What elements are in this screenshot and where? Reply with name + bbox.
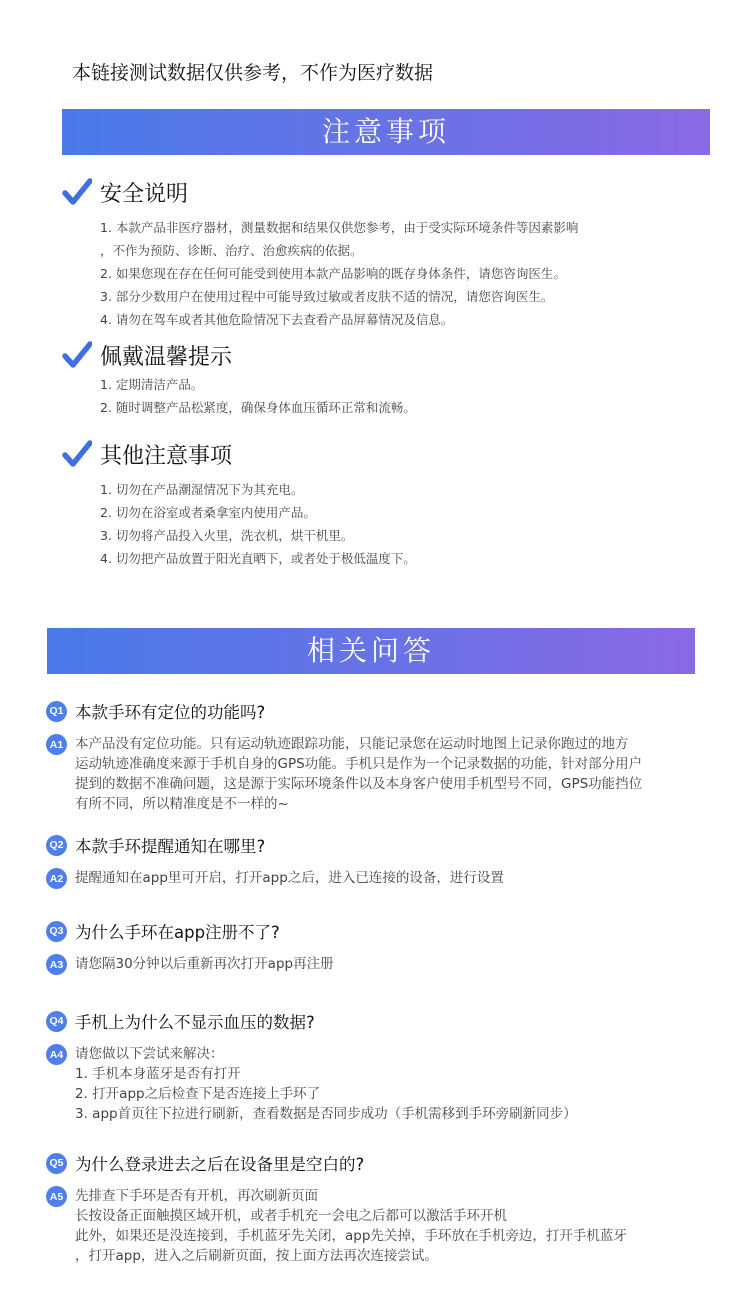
answer-row: [46, 1044, 736, 1124]
faq-item: [46, 918, 736, 975]
checkmark-icon: [62, 439, 92, 469]
disclaimer-text: 本链接测试数据仅供参考，不作为医疗数据: [72, 62, 434, 84]
question-row: [46, 918, 736, 944]
section-line: 3. 部分少数用户在使用过程中可能导致过敏或者皮肤不适的情况，请您咨询医生。: [100, 289, 554, 304]
section-line: 4. 请勿在驾车或者其他危险情况下去查看产品屏幕情况及信息。: [100, 312, 454, 327]
question-text: 本款手环有定位的功能吗?: [75, 703, 266, 722]
section-line: 4. 切勿把产品放置于阳光直晒下，或者处于极低温度下。: [100, 551, 416, 566]
section-body-safety: [100, 216, 578, 331]
section-line: 3. 切勿将产品投入火里，洗衣机，烘干机里。: [100, 528, 354, 543]
answer-line: 请您做以下尝试来解决：: [75, 1046, 224, 1062]
answer-line: 1. 手机本身蓝牙是否有打开: [75, 1066, 241, 1082]
faq-item: [46, 1150, 736, 1266]
faq-item: [46, 698, 736, 814]
faq-item: [46, 1008, 736, 1124]
question-badge: Q5: [46, 1153, 67, 1174]
question-badge: Q3: [46, 921, 67, 942]
answer-row: [46, 954, 736, 975]
section-header-other: [62, 436, 232, 472]
section-title: 安全说明: [100, 181, 189, 207]
section-line: 2. 随时调整产品松紧度，确保身体血压循环正常和流畅。: [100, 400, 416, 415]
section-line: 2. 如果您现在存在任何可能受到使用本款产品影响的既存身体条件，请您咨询医生。: [100, 266, 566, 281]
answer-row: [46, 868, 736, 889]
faq-banner: 相关问答: [47, 628, 695, 674]
answer-line: 长按设备正面触摸区域开机，或者手机充一会电之后都可以激活手环开机: [75, 1208, 507, 1224]
answer-badge: A4: [46, 1044, 67, 1065]
section-body-wearing: [100, 373, 416, 419]
section-header-safety: [62, 174, 188, 210]
answer-line: 提醒通知在app里可开启，打开app之后，进入已连接的设备，进行设置: [75, 870, 504, 886]
question-row: [46, 698, 736, 724]
answer-badge: A1: [46, 734, 67, 755]
section-line: 2. 切勿在浴室或者桑拿室内使用产品。: [100, 505, 316, 520]
question-badge: Q1: [46, 701, 67, 722]
section-header-wearing: [62, 337, 232, 373]
question-row: [46, 1008, 736, 1034]
question-text: 为什么登录进去之后在设备里是空白的?: [75, 1155, 365, 1174]
section-line: 1. 定期清洁产品。: [100, 377, 204, 392]
question-row: [46, 832, 736, 858]
notice-banner: 注意事项: [62, 109, 710, 155]
section-body-other: [100, 478, 416, 570]
section-title: 佩戴温馨提示: [100, 344, 233, 370]
question-badge: Q4: [46, 1011, 67, 1032]
faq-item: [46, 832, 736, 889]
answer-badge: A2: [46, 868, 67, 889]
answer-row: [46, 734, 736, 814]
question-text: 本款手环提醒通知在哪里?: [75, 837, 266, 856]
answer-badge: A3: [46, 954, 67, 975]
section-line: 1. 切勿在产品潮湿情况下为其充电。: [100, 482, 304, 497]
answer-badge: A5: [46, 1186, 67, 1207]
checkmark-icon: [62, 177, 92, 207]
section-line: 1. 本款产品非医疗器材，测量数据和结果仅供您参考，由于受实际环境条件等因素影响: [100, 220, 579, 235]
question-row: [46, 1150, 736, 1176]
answer-line: 运动轨迹准确度来源于手机自身的GPS功能。手机只是作为一个记录数据的功能，针对部分用户: [75, 756, 643, 772]
answer-line: 3. app首页往下拉进行刷新，查看数据是否同步成功（手机需移到手环旁刷新同步）: [75, 1106, 577, 1122]
answer-line: 此外，如果还是没连接到，手机蓝牙先关闭，app先关掉，手环放在手机旁边，打开手机蓝牙: [75, 1228, 627, 1244]
answer-line: 有所不同，所以精准度是不一样的~: [75, 796, 289, 812]
answer-line: 本产品没有定位功能。只有运动轨迹跟踪功能，只能记录您在运动时地图上记录你跑过的地方: [75, 736, 629, 752]
answer-line: 提到的数据不准确问题，这是源于实际环境条件以及本身客户使用手机型号不同，GPS功能挡位: [75, 776, 643, 792]
section-line: ，不作为预防、诊断、治疗、治愈疾病的依据。: [100, 243, 363, 258]
question-text: 为什么手环在app注册不了?: [75, 923, 280, 942]
question-text: 手机上为什么不显示血压的数据?: [75, 1013, 315, 1032]
answer-line: 2. 打开app之后检查下是否连接上手环了: [75, 1086, 321, 1102]
answer-line: 先排查下手环是否有开机，再次刷新页面: [75, 1188, 318, 1204]
answer-row: [46, 1186, 736, 1266]
checkmark-icon: [62, 340, 92, 370]
answer-line: 请您隔30分钟以后重新再次打开app再注册: [75, 956, 334, 972]
answer-line: ，打开app，进入之后刷新页面，按上面方法再次连接尝试。: [75, 1248, 438, 1264]
section-title: 其他注意事项: [100, 443, 233, 469]
question-badge: Q2: [46, 835, 67, 856]
